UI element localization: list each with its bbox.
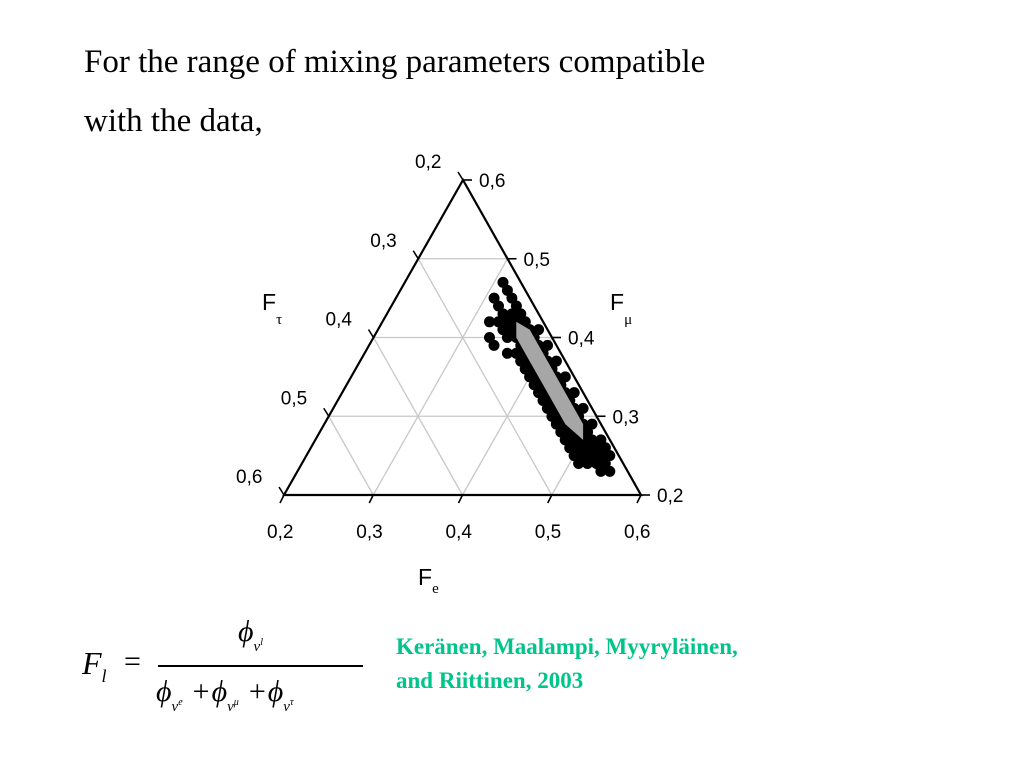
tick-bottom [280, 495, 284, 503]
tick-label-left: 0,6 [236, 467, 263, 488]
data-point [604, 450, 615, 461]
data-point [498, 277, 509, 288]
citation-line-1: Keränen, Maalampi, Myyryläinen, [396, 634, 738, 659]
formula-numerator: $\phi_\nu l$ [238, 615, 263, 655]
tick-left [413, 251, 418, 259]
tick-label-right: 0,5 [523, 249, 550, 271]
data-point [489, 340, 500, 351]
tick-left [324, 408, 329, 416]
data-point [502, 316, 513, 327]
tick-label-right: 0,6 [479, 171, 506, 192]
data-point [551, 356, 562, 367]
formula-equals: = [124, 645, 141, 678]
tick-label-bottom: 0,5 [534, 522, 562, 543]
data-point [578, 403, 589, 414]
data-point [587, 419, 598, 430]
tick-label-bottom: 0,2 [267, 522, 294, 543]
heading-line-2: with the data, [84, 103, 263, 139]
citation-line-2: and Riittinen, 2003 [396, 668, 584, 693]
tick-bottom [369, 495, 373, 503]
tick-label-left: 0,4 [325, 309, 352, 331]
tick-labels [236, 152, 683, 543]
tick-label-bottom: 0,3 [356, 522, 383, 543]
data-point [595, 466, 606, 477]
flavor-ratio-formula [80, 615, 380, 725]
tick-label-bottom: 0,6 [624, 522, 651, 543]
heading-line-1: For the range of mixing parameters compatible [84, 44, 706, 80]
data-point [560, 371, 571, 382]
data-point [542, 340, 553, 351]
formula-denominator: $\phi_\nu e +\phi_\nu\mu +\phi_\nu\tau$ [156, 675, 294, 715]
tick-bottom [548, 495, 552, 503]
citation [396, 630, 738, 698]
tick-label-right: 0,2 [657, 486, 684, 507]
data-point [533, 324, 544, 335]
tick-label-left: 0,2 [415, 152, 442, 173]
tick-label-left: 0,3 [370, 230, 397, 252]
axis-label-fe: $F_e$ [418, 564, 439, 597]
grid-line [373, 259, 507, 495]
tick-label-left: 0,5 [280, 388, 308, 410]
axis-label-ftau: $F_\tau$ [262, 289, 283, 328]
data-point [489, 293, 500, 304]
tick-label-right: 0,4 [568, 328, 595, 350]
tick-left [458, 172, 463, 180]
tick-label-right: 0,3 [612, 407, 639, 429]
tick-left [279, 487, 284, 495]
data-point [569, 387, 580, 398]
axis-label-fmu: $F_\mu$ [610, 289, 633, 328]
formula-lhs: $F_l$ [82, 645, 107, 686]
data-point [595, 434, 606, 445]
grid-line [329, 416, 374, 495]
tick-label-bottom: 0,4 [445, 522, 472, 543]
tick-bottom [459, 495, 463, 503]
fraction-bar [158, 665, 363, 667]
tick-left [369, 330, 374, 338]
data-point [573, 458, 584, 469]
tick-bottom [637, 495, 641, 503]
